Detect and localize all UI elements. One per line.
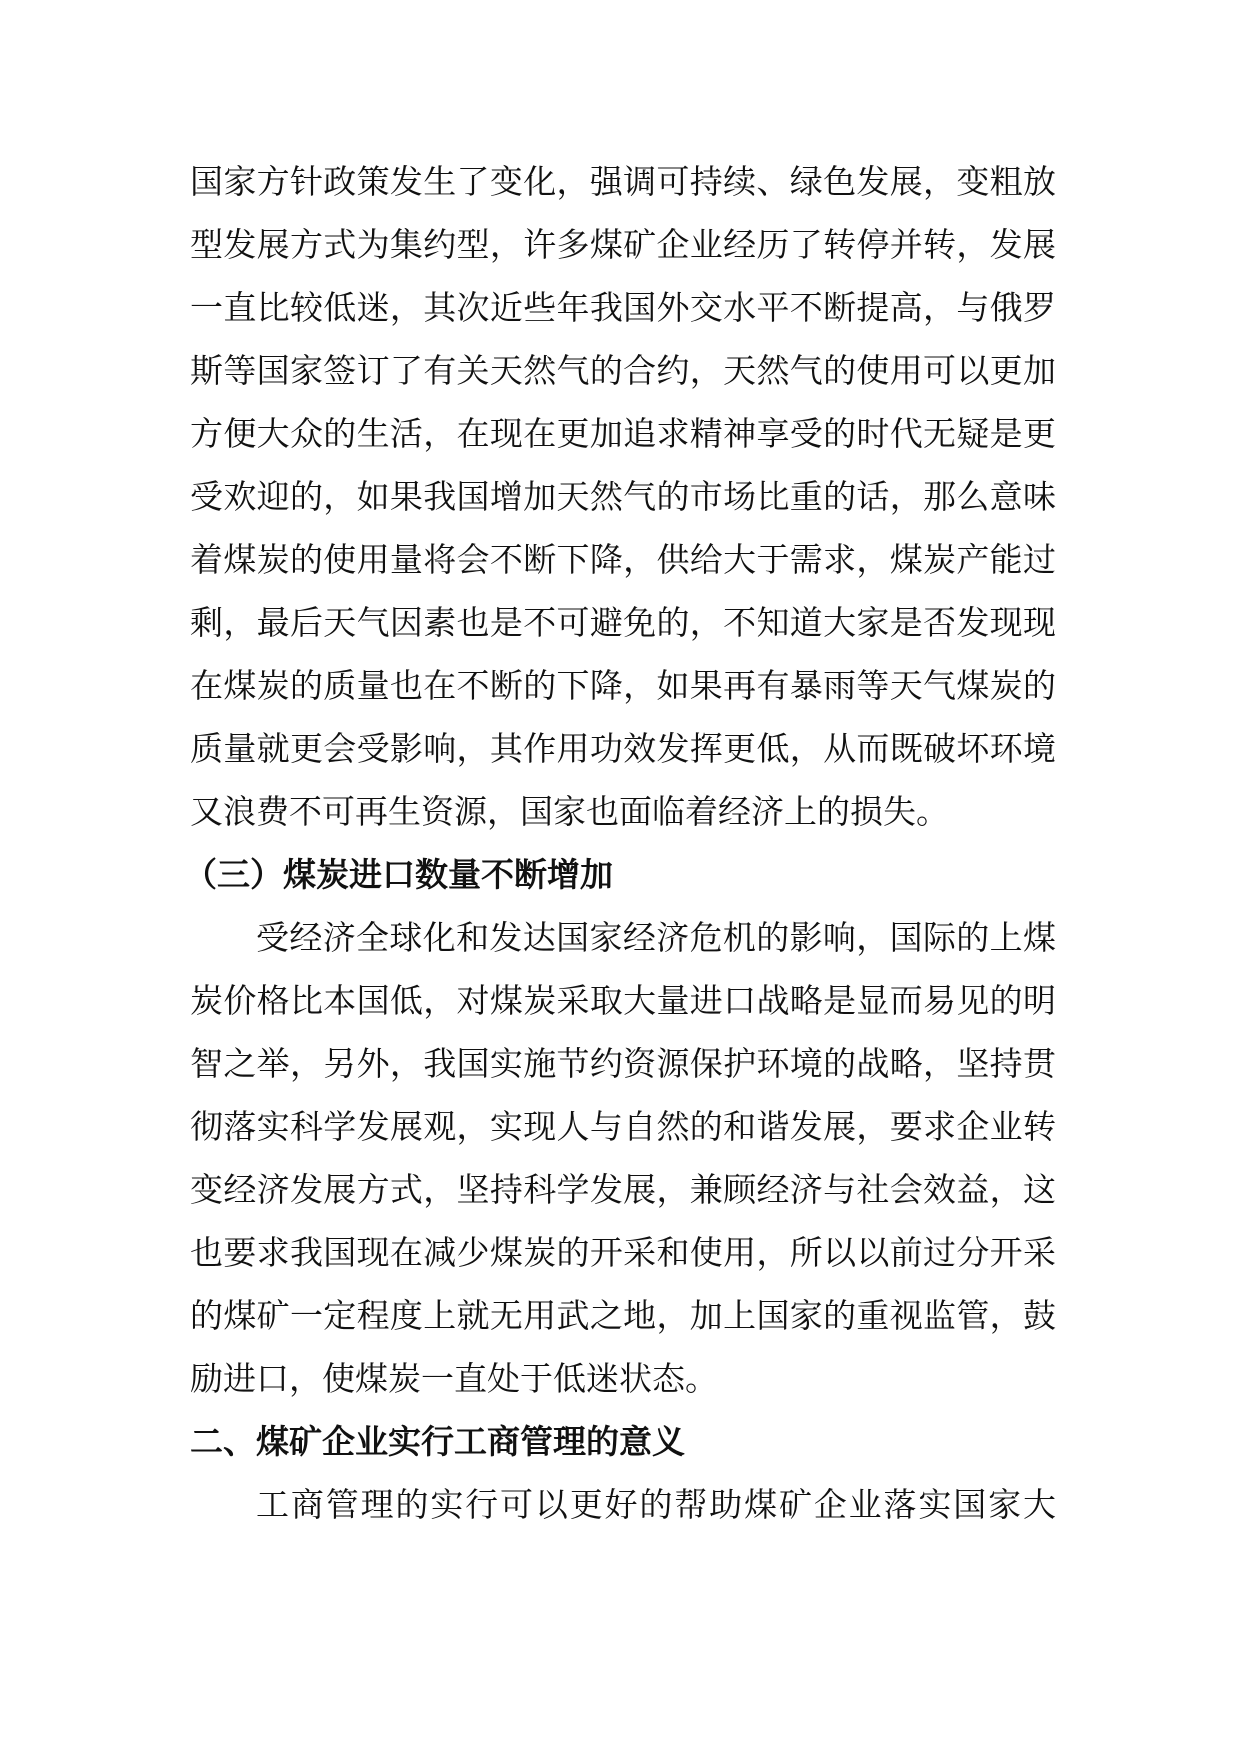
text-line: 也要求我国现在减少煤炭的开采和使用，所以以前过分开采 [190, 1233, 1056, 1272]
text-line: 质量就更会受影响，其作用功效发挥更低，从而既破坏环境 [190, 729, 1056, 768]
text-line: 又浪费不可再生资源，国家也面临着经济上的损失。 [190, 792, 949, 831]
text-line: 炭价格比本国低，对煤炭采取大量进口战略是显而易见的明 [190, 981, 1056, 1020]
text-line: 彻落实科学发展观，实现人与自然的和谐发展，要求企业转 [190, 1107, 1056, 1146]
text-line: 受经济全球化和发达国家经济危机的影响，国际的上煤 [256, 918, 1056, 957]
text-line: 国家方针政策发生了变化，强调可持续、绿色发展，变粗放 [190, 162, 1056, 201]
subsection-heading: （三）煤炭进口数量不断增加 [184, 855, 613, 894]
text-line: 一直比较低迷，其次近些年我国外交水平不断提高，与俄罗 [190, 288, 1056, 327]
text-line: 着煤炭的使用量将会不断下降，供给大于需求，煤炭产能过 [190, 540, 1056, 579]
paragraph-coal-import [190, 906, 1056, 1410]
text-line: 斯等国家签订了有关天然气的合约，天然气的使用可以更加 [190, 351, 1056, 390]
text-line: 剩，最后天气因素也是不可避免的，不知道大家是否发现现 [190, 603, 1056, 642]
document-page [184, 150, 1056, 1536]
paragraph-management-significance [190, 1473, 1056, 1536]
text-line: 受欢迎的，如果我国增加天然气的市场比重的话，那么意味 [190, 477, 1056, 516]
text-line: 型发展方式为集约型，许多煤矿企业经历了转停并转，发展 [190, 225, 1056, 264]
text-line: 的煤矿一定程度上就无用武之地，加上国家的重视监管，鼓 [190, 1296, 1056, 1335]
text-line: 在煤炭的质量也在不断的下降，如果再有暴雨等天气煤炭的 [190, 666, 1056, 705]
text-line: 工商管理的实行可以更好的帮助煤矿企业落实国家大 [256, 1485, 1056, 1524]
text-line: 方便大众的生活，在现在更加追求精神享受的时代无疑是更 [190, 414, 1056, 453]
paragraph-policy-change [190, 150, 1056, 843]
text-line: 变经济发展方式，坚持科学发展，兼顾经济与社会效益，这 [190, 1170, 1056, 1209]
text-line: 智之举，另外，我国实施节约资源保护环境的战略，坚持贯 [190, 1044, 1056, 1083]
section-heading: 二、煤矿企业实行工商管理的意义 [190, 1422, 685, 1461]
text-line: 励进口，使煤炭一直处于低迷状态。 [190, 1359, 718, 1398]
